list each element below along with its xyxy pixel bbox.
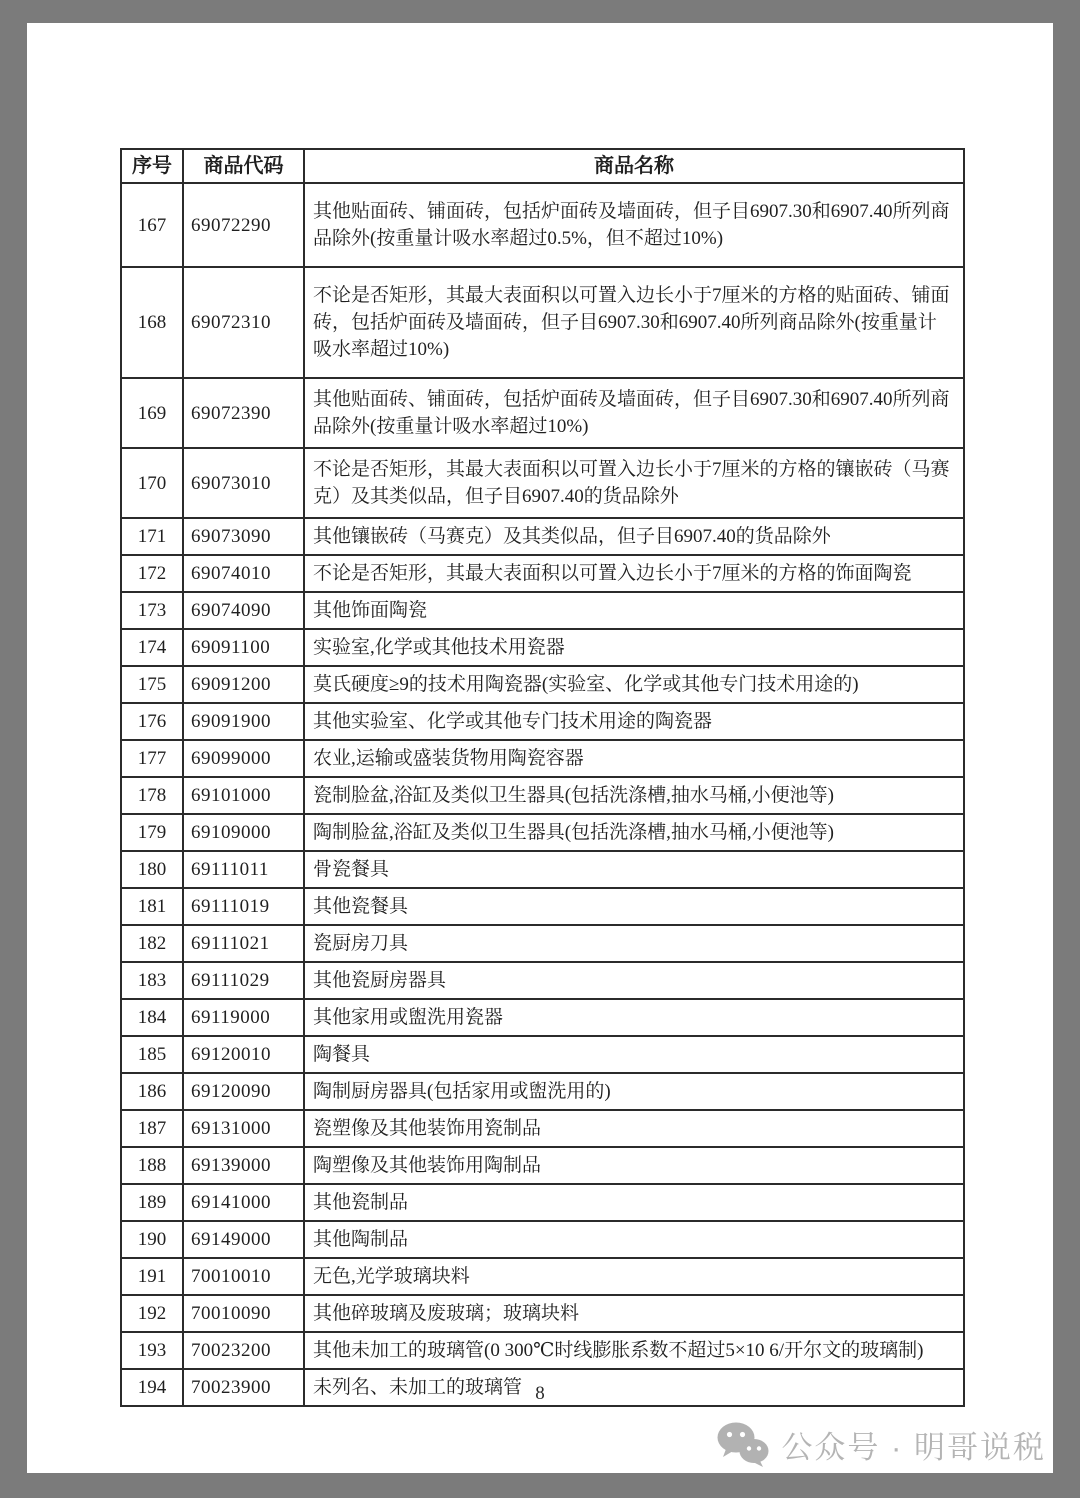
table-row: [121, 925, 964, 962]
table-row: [121, 962, 964, 999]
row-serial-number: 187: [121, 1110, 183, 1147]
row-commodity-code: 70010010: [183, 1258, 304, 1295]
table-row: [121, 999, 964, 1036]
row-commodity-name: 瓷塑像及其他装饰用瓷制品: [304, 1110, 964, 1147]
row-serial-number: 175: [121, 666, 183, 703]
row-commodity-code: 69091200: [183, 666, 304, 703]
row-serial-number: 179: [121, 814, 183, 851]
row-serial-number: 185: [121, 1036, 183, 1073]
row-commodity-name: 其他饰面陶瓷: [304, 592, 964, 629]
row-serial-number: 168: [121, 267, 183, 378]
header-commodity-code: 商品代码: [183, 149, 304, 183]
row-serial-number: 180: [121, 851, 183, 888]
document-page: [27, 23, 1053, 1473]
table-row: [121, 1073, 964, 1110]
table-row: [121, 1110, 964, 1147]
row-serial-number: 183: [121, 962, 183, 999]
table-row: [121, 666, 964, 703]
table-row: [121, 448, 964, 518]
row-commodity-name: 瓷制脸盆,浴缸及类似卫生器具(包括洗涤槽,抽水马桶,小便池等): [304, 777, 964, 814]
row-commodity-code: 69120090: [183, 1073, 304, 1110]
table-row: [121, 183, 964, 267]
row-commodity-code: 69149000: [183, 1221, 304, 1258]
row-commodity-name: 其他未加工的玻璃管(0 300℃时线膨胀系数不超过5×10 6/开尔文的玻璃制): [304, 1332, 964, 1369]
row-commodity-name: 其他贴面砖、铺面砖，包括炉面砖及墙面砖，但子目6907.30和6907.40所列商品除外(按重量计吸水率超过10%): [304, 378, 964, 448]
row-serial-number: 193: [121, 1332, 183, 1369]
table-row: [121, 1036, 964, 1073]
table-row: [121, 555, 964, 592]
row-commodity-name: 未列名、未加工的玻璃管: [304, 1369, 964, 1406]
row-serial-number: 188: [121, 1147, 183, 1184]
row-serial-number: 181: [121, 888, 183, 925]
row-commodity-code: 70023200: [183, 1332, 304, 1369]
row-commodity-code: 69074090: [183, 592, 304, 629]
table-row: [121, 1221, 964, 1258]
row-serial-number: 192: [121, 1295, 183, 1332]
row-commodity-name: 实验室,化学或其他技术用瓷器: [304, 629, 964, 666]
table-row: [121, 592, 964, 629]
row-commodity-code: 69111019: [183, 888, 304, 925]
row-commodity-name: 莫氏硬度≥9的技术用陶瓷器(实验室、化学或其他专门技术用途的): [304, 666, 964, 703]
row-commodity-name: 瓷厨房刀具: [304, 925, 964, 962]
row-commodity-name: 其他瓷厨房器具: [304, 962, 964, 999]
row-serial-number: 189: [121, 1184, 183, 1221]
row-commodity-code: 69073090: [183, 518, 304, 555]
table-row: [121, 378, 964, 448]
row-commodity-code: 69073010: [183, 448, 304, 518]
row-serial-number: 174: [121, 629, 183, 666]
watermark-text: 公众号 · 明哥说税: [781, 1430, 1046, 1465]
row-commodity-name: 其他瓷制品: [304, 1184, 964, 1221]
row-commodity-code: 69111029: [183, 962, 304, 999]
table-row: [121, 851, 964, 888]
table-row: [121, 1332, 964, 1369]
row-serial-number: 184: [121, 999, 183, 1036]
row-commodity-name: 其他实验室、化学或其他专门技术用途的陶瓷器: [304, 703, 964, 740]
row-commodity-name: 无色,光学玻璃块料: [304, 1258, 964, 1295]
row-serial-number: 190: [121, 1221, 183, 1258]
row-commodity-name: 其他贴面砖、铺面砖，包括炉面砖及墙面砖，但子目6907.30和6907.40所列商品除外(按重量计吸水率超过0.5%，但不超过10%): [304, 183, 964, 267]
table-row: [121, 1147, 964, 1184]
header-commodity-name: 商品名称: [304, 149, 964, 183]
table-row: [121, 703, 964, 740]
row-commodity-code: 69111011: [183, 851, 304, 888]
row-serial-number: 182: [121, 925, 183, 962]
row-commodity-code: 69091900: [183, 703, 304, 740]
table-row: [121, 888, 964, 925]
row-commodity-name: 不论是否矩形，其最大表面积以可置入边长小于7厘米的方格的镶嵌砖（马赛克）及其类似品，但子目6907.40的货品除外: [304, 448, 964, 518]
row-commodity-code: 69072390: [183, 378, 304, 448]
table-row: [121, 518, 964, 555]
row-commodity-code: 69101000: [183, 777, 304, 814]
row-serial-number: 170: [121, 448, 183, 518]
row-serial-number: 173: [121, 592, 183, 629]
row-serial-number: 172: [121, 555, 183, 592]
row-serial-number: 186: [121, 1073, 183, 1110]
row-commodity-name: 骨瓷餐具: [304, 851, 964, 888]
row-commodity-name: 陶制厨房器具(包括家用或盥洗用的): [304, 1073, 964, 1110]
row-serial-number: 167: [121, 183, 183, 267]
table-row: [121, 1184, 964, 1221]
row-serial-number: 191: [121, 1258, 183, 1295]
row-commodity-name: 陶塑像及其他装饰用陶制品: [304, 1147, 964, 1184]
row-serial-number: 176: [121, 703, 183, 740]
row-serial-number: 171: [121, 518, 183, 555]
row-serial-number: 169: [121, 378, 183, 448]
row-commodity-name: 其他陶制品: [304, 1221, 964, 1258]
row-commodity-name: 其他瓷餐具: [304, 888, 964, 925]
row-commodity-code: 69131000: [183, 1110, 304, 1147]
row-commodity-code: 69141000: [183, 1184, 304, 1221]
row-commodity-code: 69099000: [183, 740, 304, 777]
header-serial-number: 序号: [121, 149, 183, 183]
row-serial-number: 177: [121, 740, 183, 777]
row-commodity-name: 其他家用或盥洗用瓷器: [304, 999, 964, 1036]
table-header-row: [121, 149, 964, 183]
row-commodity-code: 69120010: [183, 1036, 304, 1073]
row-commodity-name: 不论是否矩形，其最大表面积以可置入边长小于7厘米的方格的贴面砖、铺面砖，包括炉面砖及墙面砖，但子目6907.30和6907.40所列商品除外(按重量计吸水率超过10%): [304, 267, 964, 378]
row-commodity-code: 70010090: [183, 1295, 304, 1332]
table-row: [121, 629, 964, 666]
row-commodity-name: 陶餐具: [304, 1036, 964, 1073]
row-commodity-code: 69074010: [183, 555, 304, 592]
row-commodity-name: 其他碎玻璃及废玻璃；玻璃块料: [304, 1295, 964, 1332]
row-commodity-name: 不论是否矩形，其最大表面积以可置入边长小于7厘米的方格的饰面陶瓷: [304, 555, 964, 592]
row-commodity-code: 69072310: [183, 267, 304, 378]
row-commodity-code: 69091100: [183, 629, 304, 666]
row-commodity-code: 70023900: [183, 1369, 304, 1406]
watermark: [711, 1420, 1048, 1469]
table-row: [121, 740, 964, 777]
row-commodity-code: 69119000: [183, 999, 304, 1036]
commodity-table: [120, 148, 965, 1407]
row-commodity-name: 其他镶嵌砖（马赛克）及其类似品，但子目6907.40的货品除外: [304, 518, 964, 555]
row-commodity-name: 陶制脸盆,浴缸及类似卫生器具(包括洗涤槽,抽水马桶,小便池等): [304, 814, 964, 851]
row-commodity-code: 69109000: [183, 814, 304, 851]
table-body: [121, 183, 964, 1406]
row-commodity-code: 69072290: [183, 183, 304, 267]
row-commodity-name: 农业,运输或盛装货物用陶瓷容器: [304, 740, 964, 777]
page-number: 8: [535, 1383, 545, 1404]
table-row: [121, 1295, 964, 1332]
table-row: [121, 1258, 964, 1295]
table-row: [121, 814, 964, 851]
wechat-icon: [717, 1422, 769, 1467]
table-row: [121, 777, 964, 814]
row-commodity-code: 69139000: [183, 1147, 304, 1184]
row-commodity-code: 69111021: [183, 925, 304, 962]
row-serial-number: 178: [121, 777, 183, 814]
row-serial-number: 194: [121, 1369, 183, 1406]
table-row: [121, 267, 964, 378]
